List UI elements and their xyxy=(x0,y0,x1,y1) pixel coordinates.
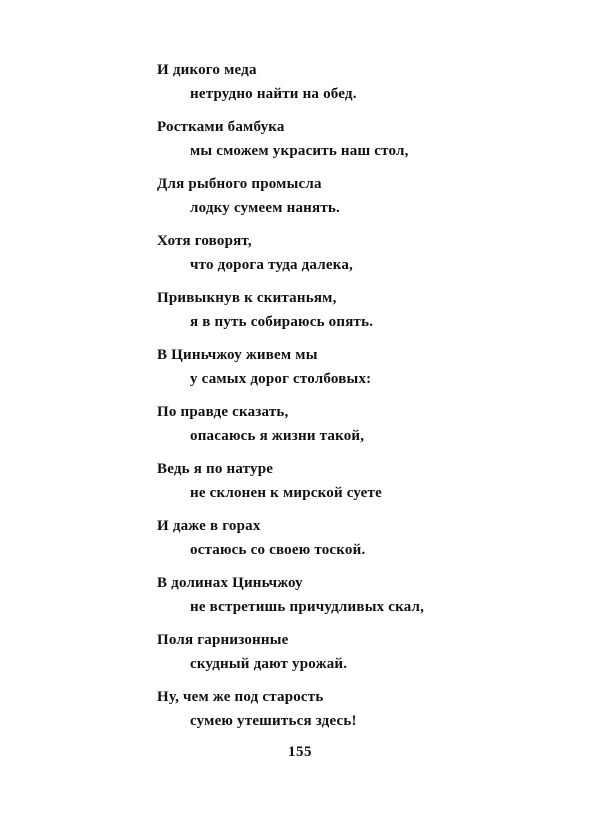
stanza xyxy=(157,687,477,731)
stanza xyxy=(157,288,477,332)
poem-line-indented: нетрудно найти на обед. xyxy=(190,86,357,102)
stanza xyxy=(157,231,477,275)
poem-line: Ростками бамбука xyxy=(157,119,285,135)
poem-line: Ну, чем же под старость xyxy=(157,689,324,705)
poem-line-indented: не склонен к мирской суете xyxy=(190,485,382,501)
poem-line: И дикого меда xyxy=(157,62,257,78)
poem-line: Ведь я по натуре xyxy=(157,461,274,477)
stanza xyxy=(157,516,477,560)
stanza xyxy=(157,60,477,104)
poem-line-indented: я в путь собираюсь опять. xyxy=(190,314,374,330)
stanza xyxy=(157,345,477,389)
poem-line-indented: опасаюсь я жизни такой, xyxy=(190,428,365,444)
poem-line-indented: остаюсь со своею тоской. xyxy=(190,542,366,558)
stanza xyxy=(157,630,477,674)
poem-line-indented: у самых дорог столбовых: xyxy=(190,371,372,387)
poem-line-indented: не встретишь причудливых скал, xyxy=(190,599,425,615)
poem-line: Привыкнув к скитаньям, xyxy=(157,290,337,306)
poem-line: По правде сказать, xyxy=(157,404,289,420)
poem-line: В Циньчжоу живем мы xyxy=(157,347,318,363)
stanza xyxy=(157,117,477,161)
page-number: 155 xyxy=(288,744,312,760)
stanza xyxy=(157,174,477,218)
poem-line-indented: мы сможем украсить наш стол, xyxy=(190,143,409,159)
poem-line: Для рыбного промысла xyxy=(157,176,322,192)
poem-line: В долинах Циньчжоу xyxy=(157,575,303,591)
poem-line: Поля гарнизонные xyxy=(157,632,289,648)
stanza xyxy=(157,573,477,617)
stanza xyxy=(157,402,477,446)
poem-line: И даже в горах xyxy=(157,518,261,534)
poem-line: Хотя говорят, xyxy=(157,233,252,249)
poem-line-indented: что дорога туда далека, xyxy=(190,257,353,273)
stanza xyxy=(157,459,477,503)
poem-line-indented: лодку сумеем нанять. xyxy=(190,200,340,216)
poem-line-indented: скудный дают урожай. xyxy=(190,656,348,672)
poem-line-indented: сумею утешиться здесь! xyxy=(190,713,357,729)
